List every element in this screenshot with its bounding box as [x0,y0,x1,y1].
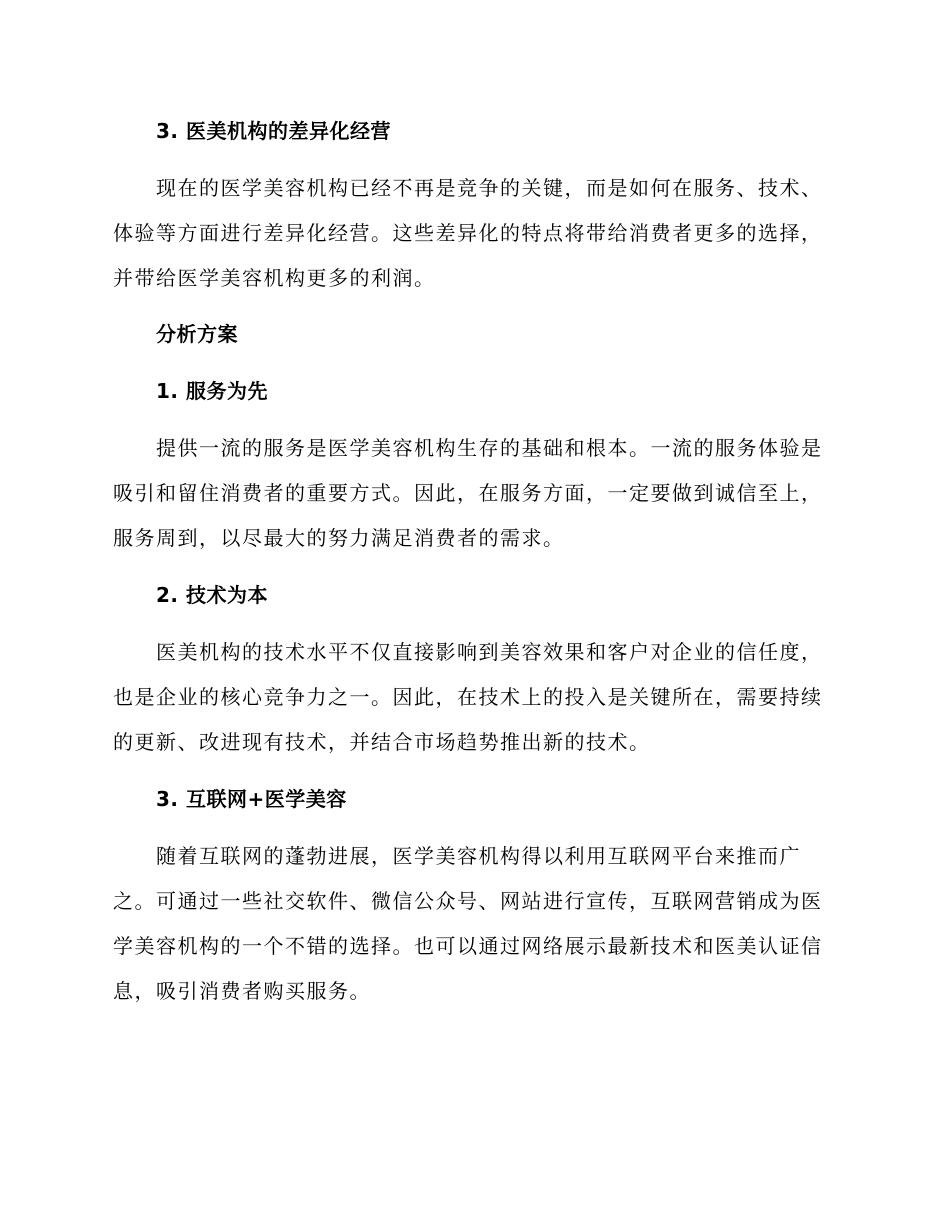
section-heading-analysis-plan: 分析方案 [156,322,238,346]
section-heading-internet-medical-beauty: 3. 互联网+医学美容 [156,787,347,811]
paragraph-line: 随着互联网的蓬勃进展，医学美容机构得以利用互联网平台来推而广 [156,844,801,868]
paragraph-differentiation [113,166,843,301]
paragraph-line: 提供一流的服务是医学美容机构生存的基础和根本。一流的服务体验是 [156,436,823,460]
paragraph-line: 体验等方面进行差异化经营。这些差异化的特点将带给消费者更多的选择， [113,221,823,245]
paragraph-line: 吸引和留住消费者的重要方式。因此，在服务方面，一定要做到诚信至上， [113,481,823,505]
paragraph-line: 息，吸引消费者购买服务。 [113,979,371,1003]
paragraph-line: 学美容机构的一个不错的选择。也可以通过网络展示最新技术和医美认证信 [113,934,823,958]
paragraph-line: 也是企业的核心竞争力之一。因此，在技术上的投入是关键所在，需要持续 [113,685,823,709]
paragraph-line: 的更新、改进现有技术，并结合市场趋势推出新的技术。 [113,730,651,754]
section-heading-service-first: 1. 服务为先 [156,379,268,403]
paragraph-internet [113,834,843,1014]
paragraph-line: 医美机构的技术水平不仅直接影响到美容效果和客户对企业的信任度， [156,640,823,664]
paragraph-line: 之。可通过一些社交软件、微信公众号、网站进行宣传，互联网营销成为医 [113,889,823,913]
section-heading-technology-based: 2. 技术为本 [156,583,268,607]
paragraph-service [113,426,843,561]
paragraph-line: 服务周到，以尽最大的努力满足消费者的需求。 [113,526,565,550]
paragraph-technology [113,630,843,765]
section-heading-differentiation: 3. 医美机构的差异化经营 [156,119,391,143]
paragraph-line: 并带给医学美容机构更多的利润。 [113,266,436,290]
paragraph-line: 现在的医学美容机构已经不再是竞争的关键，而是如何在服务、技术、 [156,176,823,200]
